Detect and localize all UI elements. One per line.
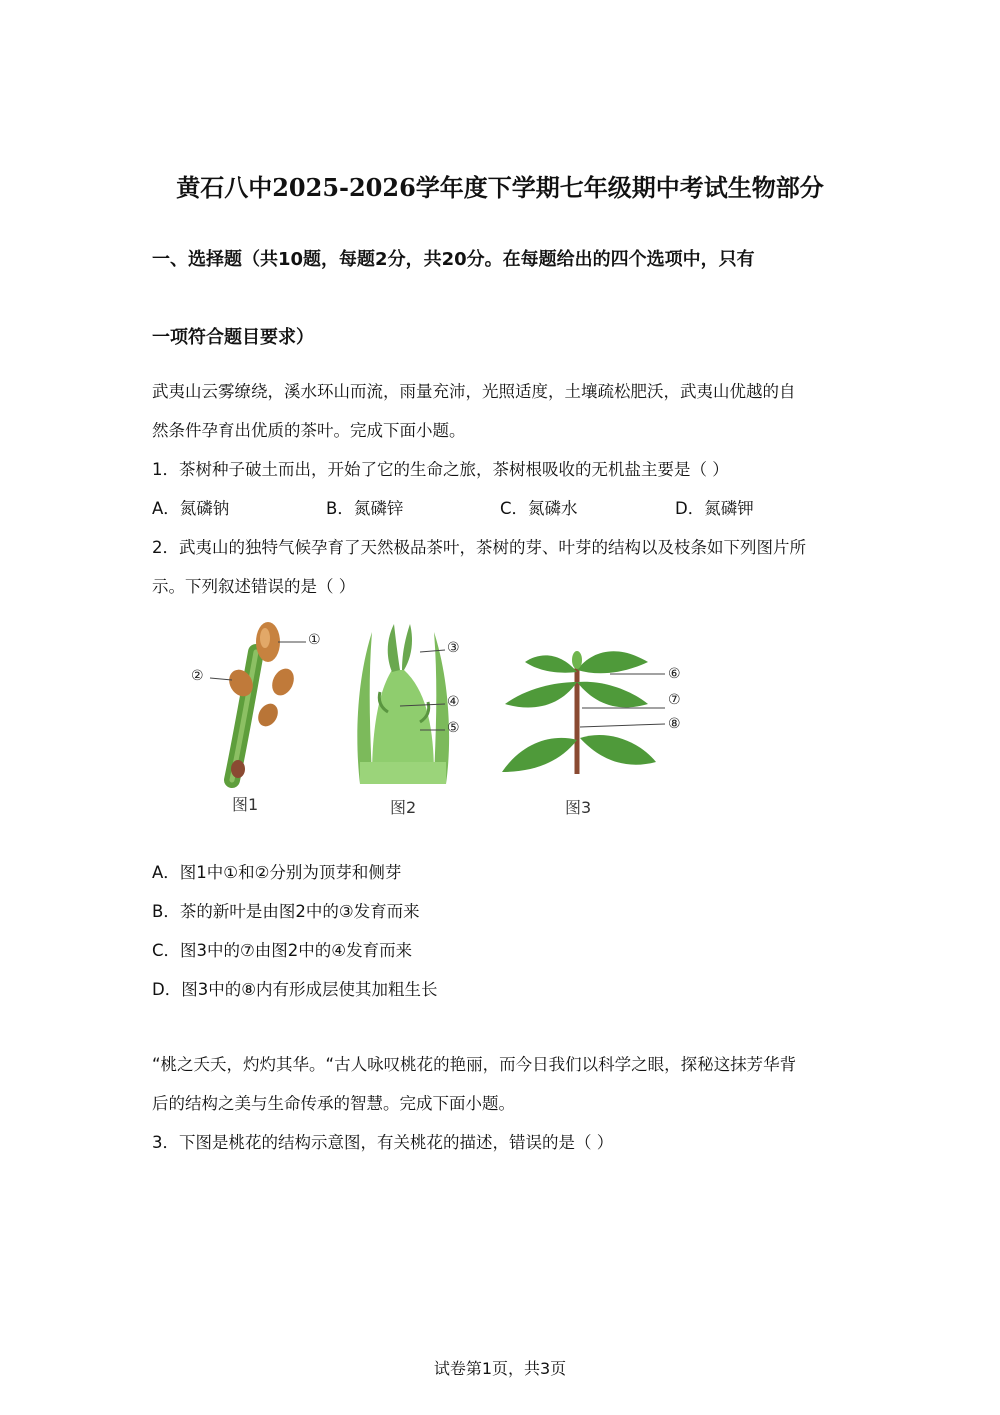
question-2-option-b: B．茶的新叶是由图2中的③发育而来 bbox=[152, 902, 420, 921]
callout-4: ④ bbox=[447, 694, 460, 710]
figure-3-label: 图3 bbox=[565, 798, 592, 817]
figure-2-leaf-bud-section bbox=[357, 622, 449, 784]
page-footer: 试卷第1页，共3页 bbox=[433, 1359, 567, 1378]
callout-1: ① bbox=[308, 632, 321, 648]
section-heading-line-1: 一、选择题（共10题，每题2分，共20分。在每题给出的四个选项中，只有 bbox=[152, 249, 755, 270]
bud-structure-figure bbox=[0, 612, 1000, 822]
callout-2: ② bbox=[191, 668, 204, 684]
callout-3: ③ bbox=[447, 640, 460, 656]
page-title: 黄石八中2025-2026学年度下学期七年级期中考试生物部分 bbox=[176, 173, 824, 202]
question-1-option-d: D．氮磷钾 bbox=[675, 499, 754, 518]
intro-1-line-1: 武夷山云雾缭绕，溪水环山而流，雨量充沛，光照适度，土壤疏松肥沃，武夷山优越的自 bbox=[152, 382, 796, 401]
figure-2-label: 图2 bbox=[390, 798, 417, 817]
intro-1-line-2: 然条件孕育出优质的茶叶。完成下面小题。 bbox=[152, 421, 466, 440]
question-1-option-c: C．氮磷水 bbox=[500, 499, 578, 518]
question-2-option-a: A．图1中①和②分别为顶芽和侧芽 bbox=[152, 863, 402, 882]
question-2-stem-line-1: 2．武夷山的独特气候孕育了天然极品茶叶，茶树的芽、叶芽的结构以及枝条如下列图片所 bbox=[152, 538, 806, 557]
callout-7: ⑦ bbox=[668, 692, 681, 708]
figure-3-leafy-branch bbox=[502, 651, 665, 774]
section-heading-line-2: 一项符合题目要求） bbox=[152, 327, 314, 348]
figure-drawing bbox=[0, 612, 1000, 822]
question-2-option-c: C．图3中的⑦由图2中的④发育而来 bbox=[152, 941, 413, 960]
question-3-stem: 3．下图是桃花的结构示意图，有关桃花的描述，错误的是（ ） bbox=[152, 1133, 614, 1152]
callout-6: ⑥ bbox=[668, 666, 681, 682]
callout-8: ⑧ bbox=[668, 716, 681, 732]
intro-2-line-2: 后的结构之美与生命传承的智慧。完成下面小题。 bbox=[152, 1094, 515, 1113]
question-2-option-d: D．图3中的⑧内有形成层使其加粗生长 bbox=[152, 980, 438, 999]
figure-1-label: 图1 bbox=[232, 795, 259, 814]
question-1-option-a: A．氮磷钠 bbox=[152, 499, 230, 518]
callout-5: ⑤ bbox=[447, 720, 460, 736]
question-1-option-b: B．氮磷锌 bbox=[326, 499, 404, 518]
question-1-stem: 1．茶树种子破土而出，开始了它的生命之旅，茶树根吸收的无机盐主要是（ ） bbox=[152, 460, 729, 479]
question-2-stem-line-2: 示。下列叙述错误的是（ ） bbox=[152, 577, 356, 596]
figure-1-bud-branch bbox=[210, 622, 306, 780]
intro-2-line-1: “桃之夭夭，灼灼其华。“古人咏叹桃花的艳丽，而今日我们以科学之眼，探秘这抹芳华背 bbox=[152, 1055, 797, 1074]
